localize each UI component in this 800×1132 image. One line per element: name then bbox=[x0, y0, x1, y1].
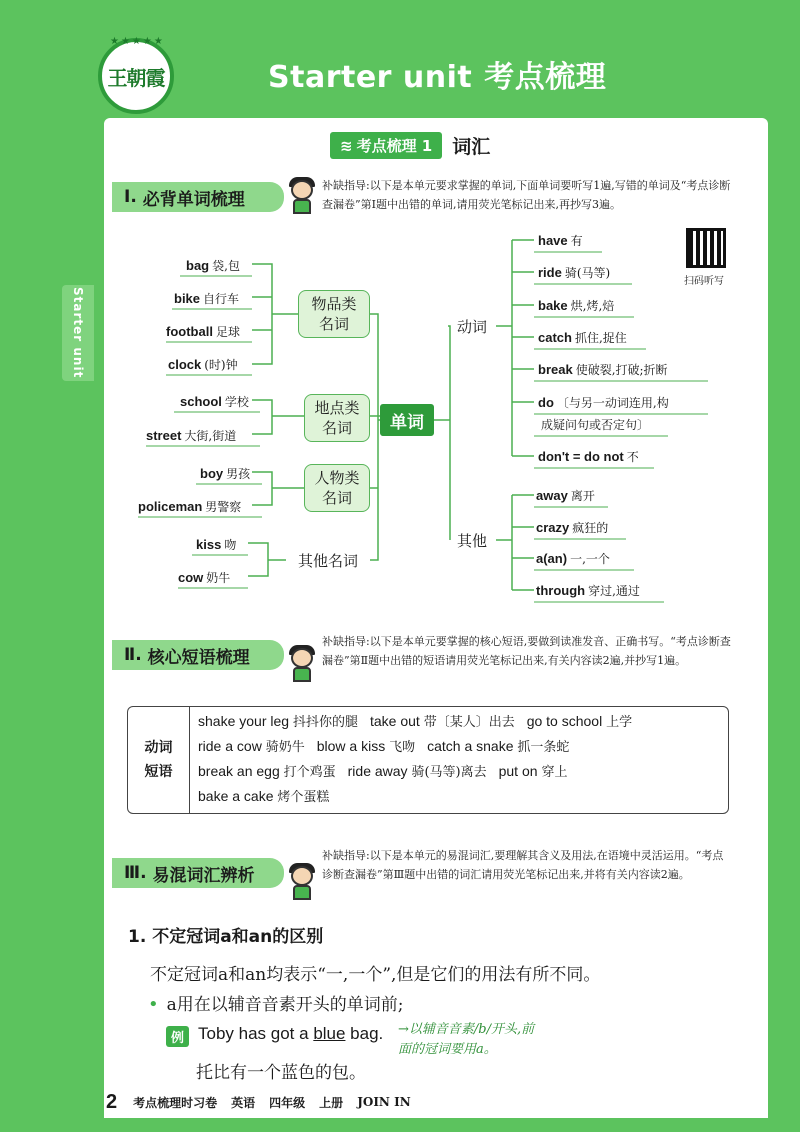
section-2-note: 补缺指导:以下是本单元要掌握的核心短语,要做到读准发音、正确书写。“考点诊断查漏卷”第Ⅱ题中出错的短语请用荧光笔标记出来,有关内容读2遍,并抄写1遍。 bbox=[322, 635, 731, 667]
other-a-an: a(an) 一,一个 bbox=[536, 551, 610, 566]
example-english: Toby has got a blue bag. bbox=[198, 1024, 384, 1043]
side-tab-label: Starter unit bbox=[71, 287, 85, 379]
category-wupin: 物品类 名词 bbox=[298, 290, 370, 338]
phrase-line: break an egg 打个鸡蛋 ride away 骑(马等)离去 put on 穿上 bbox=[198, 763, 568, 780]
word-street: street 大街,街道 bbox=[146, 428, 237, 443]
category-dongci: 动词 bbox=[456, 318, 487, 336]
word-football: football 足球 bbox=[166, 324, 240, 339]
other-through: through 穿过,通过 bbox=[536, 583, 640, 598]
section-2-label bbox=[112, 640, 284, 670]
section-1-text: 必背单词梳理 bbox=[142, 189, 245, 210]
subsection-heading: 1. 不定冠词a和an的区别 bbox=[128, 927, 324, 947]
section-3-num: Ⅲ. bbox=[124, 863, 147, 883]
section-3-label bbox=[112, 858, 284, 888]
example-chinese: 托比有一个蓝色的包。 bbox=[196, 1063, 366, 1083]
verb-bake: bake 烘,烤,焙 bbox=[538, 298, 615, 313]
mascot-boy-icon bbox=[288, 866, 316, 900]
phrase-head-1: 动词 bbox=[144, 740, 173, 756]
other-away: away 离开 bbox=[536, 488, 595, 503]
category-qita: 其他 bbox=[456, 532, 487, 550]
bullet-item bbox=[148, 990, 404, 1015]
footer-series: JOIN IN bbox=[357, 1095, 411, 1109]
verb-catch: catch 抓住,捉住 bbox=[538, 330, 627, 345]
category-didian: 地点类 名词 bbox=[304, 394, 370, 442]
bullet-text: a用在以辅音音素开头的单词前; bbox=[166, 995, 404, 1015]
footer-grade: 四年级 bbox=[269, 1095, 306, 1110]
section-3-text: 易混词汇辨析 bbox=[152, 865, 255, 886]
bullet-dot-icon: • bbox=[148, 994, 159, 1015]
phrase-line: ride a cow 骑奶牛 blow a kiss 飞吻 catch a snake 抓一条蛇 bbox=[198, 738, 570, 755]
word-policeman: policeman 男警察 bbox=[138, 499, 242, 514]
footer-book: 考点梳理时习卷 bbox=[133, 1095, 218, 1110]
subsection-paragraph: 不定冠词a和an均表示“一,一个”,但是它们的用法有所不同。 bbox=[150, 965, 601, 985]
section-1-num: Ⅰ. bbox=[124, 187, 137, 207]
qr-label: 扫码听写 bbox=[684, 276, 724, 287]
verb-do-cont: 成疑问句或否定句〕 bbox=[541, 418, 650, 432]
mascot-boy-icon bbox=[288, 648, 316, 682]
verb-break: break 使破裂,打破;折断 bbox=[538, 362, 668, 377]
phrase-head-2: 短语 bbox=[144, 764, 173, 780]
word-bike: bike 自行车 bbox=[174, 291, 240, 306]
section-2-num: Ⅱ. bbox=[124, 645, 142, 665]
logo-text: 王朝霞 bbox=[107, 65, 165, 90]
verb-do: do 〔与另一动词连用,构 bbox=[538, 395, 669, 410]
footer-term: 上册 bbox=[319, 1095, 344, 1110]
title-en: Starter unit bbox=[268, 60, 473, 95]
word-cow: cow 奶牛 bbox=[178, 570, 231, 585]
logo-stars: ★★★★★ bbox=[110, 36, 165, 47]
verb-dont: don't = do not 不 bbox=[538, 449, 639, 464]
category-qita-noun: 其他名词 bbox=[297, 552, 358, 570]
kaodian-word: 词汇 bbox=[452, 136, 491, 158]
word-clock: clock (时)钟 bbox=[168, 357, 238, 372]
section-2-text: 核心短语梳理 bbox=[147, 647, 250, 668]
section-3-note: 补缺指导:以下是本单元的易混词汇,要理解其含义及用法,在语境中灵活运用。“考点诊断查漏卷”第Ⅲ题中出错的词汇请用荧光笔标记出来,并将有关内容读2遍。 bbox=[322, 849, 724, 881]
word-boy: boy 男孩 bbox=[200, 466, 251, 481]
footer-subject: 英语 bbox=[231, 1095, 256, 1110]
category-renwu: 人物类 名词 bbox=[304, 464, 370, 512]
kaodian-badge-label: 考点梳理 1 bbox=[356, 137, 433, 155]
phrase-table-head bbox=[128, 707, 190, 813]
phrase-line: bake a cake 烤个蛋糕 bbox=[198, 788, 330, 805]
section-1-note: 补缺指导:以下是本单元要求掌握的单词,下面单词要听写1遍,写错的单词及“考点诊断查漏卷”第Ⅰ题中出错的单词,请用荧光笔标记出来,再抄写3遍。 bbox=[322, 179, 731, 211]
wave-icon: ≋ bbox=[340, 137, 353, 155]
word-bag: bag 袋,包 bbox=[186, 258, 240, 273]
page-footer bbox=[106, 1090, 526, 1114]
example-tag: 例 bbox=[166, 1026, 189, 1047]
word-kiss: kiss 吻 bbox=[196, 537, 237, 552]
mindmap-center: 单词 bbox=[380, 404, 434, 436]
word-school: school 学校 bbox=[180, 394, 249, 409]
other-crazy: crazy 疯狂的 bbox=[536, 520, 609, 535]
phrase-lines bbox=[190, 707, 632, 813]
verb-have: have 有 bbox=[538, 233, 583, 248]
phrase-table bbox=[127, 706, 729, 814]
handwritten-note: →以辅音音素/b/开头,前 面的冠词要用a。 bbox=[398, 1022, 535, 1057]
verb-ride: ride 骑(马等) bbox=[538, 265, 611, 280]
title-cn: 考点梳理 bbox=[484, 60, 607, 95]
phrase-line: shake your leg 抖抖你的腿 take out 带〔某人〕出去 go to school 上学 bbox=[198, 713, 633, 730]
page-number: 2 bbox=[106, 1090, 118, 1113]
